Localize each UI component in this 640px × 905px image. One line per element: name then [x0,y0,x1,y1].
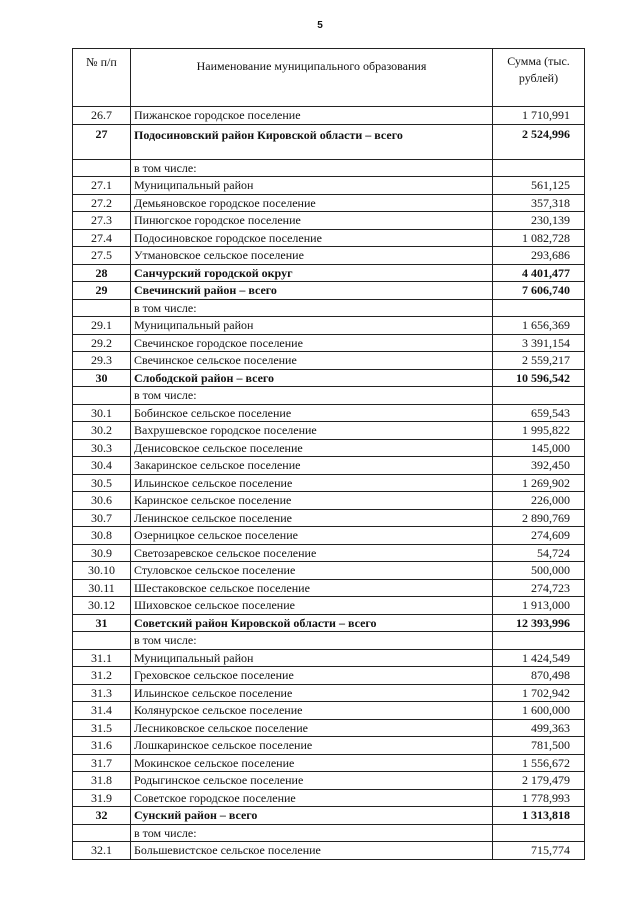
row-name: Шестаковское сельское поселение [131,579,493,597]
row-name: Муниципальный район [131,177,493,195]
table-row [73,334,585,352]
row-sum: 54,724 [493,544,585,562]
row-sum [493,299,585,317]
row-number: 30.10 [73,562,131,580]
row-number: 28 [73,264,131,282]
row-number: 32 [73,807,131,825]
row-sum: 2 179,479 [493,772,585,790]
table-row [73,247,585,265]
row-sum: 659,543 [493,404,585,422]
row-number: 30.4 [73,457,131,475]
row-number: 27.3 [73,212,131,230]
table-row [73,352,585,370]
table-row [73,649,585,667]
row-number [73,632,131,650]
table-row [73,194,585,212]
row-number: 27.4 [73,229,131,247]
table-row [73,509,585,527]
header-sum: Сумма (тыс. рублей) [493,49,585,107]
row-name: в том числе: [131,159,493,177]
row-sum: 1 702,942 [493,684,585,702]
row-name: Бобинское сельское поселение [131,404,493,422]
table-row [73,632,585,650]
row-sum: 1 995,822 [493,422,585,440]
table-row [73,264,585,282]
table-row [73,159,585,177]
row-name: Колянурское сельское поселение [131,702,493,720]
table-row [73,702,585,720]
row-name: Ленинское сельское поселение [131,509,493,527]
row-name: в том числе: [131,299,493,317]
row-sum: 870,498 [493,667,585,685]
table-header-row [73,49,585,107]
row-name: Вахрушевское городское поселение [131,422,493,440]
table-row [73,772,585,790]
table-row [73,492,585,510]
row-name: Греховское сельское поселение [131,667,493,685]
table-row [73,684,585,702]
table-row [73,282,585,300]
table-row [73,212,585,230]
row-sum: 7 606,740 [493,282,585,300]
row-sum: 499,363 [493,719,585,737]
row-number: 27.2 [73,194,131,212]
row-name: Демьяновское городское поселение [131,194,493,212]
table-row [73,737,585,755]
table-row [73,824,585,842]
row-number: 30.12 [73,597,131,615]
row-sum: 1 424,549 [493,649,585,667]
row-number: 31.7 [73,754,131,772]
row-name: Светозаревское сельское поселение [131,544,493,562]
row-sum [493,824,585,842]
row-number: 30.6 [73,492,131,510]
row-number: 30.9 [73,544,131,562]
table-row [73,544,585,562]
row-number [73,824,131,842]
table-row [73,177,585,195]
row-sum: 274,609 [493,527,585,545]
row-name: Пинюгское городское поселение [131,212,493,230]
row-sum [493,632,585,650]
row-name: Закаринское сельское поселение [131,457,493,475]
table-row [73,299,585,317]
row-sum [493,159,585,177]
row-name: Шиховское сельское поселение [131,597,493,615]
row-number [73,387,131,405]
table-row [73,457,585,475]
table-row [73,229,585,247]
table-row [73,597,585,615]
row-sum: 1 600,000 [493,702,585,720]
row-name: Свечинское городское поселение [131,334,493,352]
row-number: 30 [73,369,131,387]
row-sum: 4 401,477 [493,264,585,282]
table-row [73,387,585,405]
row-sum: 1 082,728 [493,229,585,247]
table-row [73,317,585,335]
row-sum: 2 890,769 [493,509,585,527]
table-row [73,789,585,807]
row-sum: 1 913,000 [493,597,585,615]
row-number: 32.1 [73,842,131,860]
table-row [73,754,585,772]
row-sum [493,387,585,405]
row-sum: 1 313,818 [493,807,585,825]
row-number: 29.1 [73,317,131,335]
row-sum: 1 556,672 [493,754,585,772]
row-name: Подосиновское городское поселение [131,229,493,247]
table-row [73,422,585,440]
row-sum: 1 269,902 [493,474,585,492]
row-name: Стуловское сельское поселение [131,562,493,580]
row-name: Пижанское городское поселение [131,107,493,125]
row-number: 31.2 [73,667,131,685]
row-number: 30.5 [73,474,131,492]
row-sum: 561,125 [493,177,585,195]
header-num: № п/п [73,49,131,107]
table-row [73,807,585,825]
row-sum: 357,318 [493,194,585,212]
row-name: Подосиновский район Кировской области – всего [131,124,493,159]
row-sum: 3 391,154 [493,334,585,352]
row-name: Муниципальный район [131,649,493,667]
row-name: в том числе: [131,387,493,405]
table-row [73,562,585,580]
row-name: Лошкаринское сельское поселение [131,737,493,755]
row-name: Свечинское сельское поселение [131,352,493,370]
row-name: Ильинское сельское поселение [131,474,493,492]
municipal-sum-table [72,48,585,860]
row-name: Родыгинское сельское поселение [131,772,493,790]
row-number: 31.4 [73,702,131,720]
table-row [73,667,585,685]
row-number: 30.1 [73,404,131,422]
row-number: 26.7 [73,107,131,125]
table-row [73,439,585,457]
table-row [73,579,585,597]
table-row [73,842,585,860]
table-row [73,107,585,125]
row-number: 27 [73,124,131,159]
row-number: 27.5 [73,247,131,265]
table-row [73,614,585,632]
row-number: 30.11 [73,579,131,597]
row-number: 29.2 [73,334,131,352]
page-number: 5 [317,20,323,31]
row-number: 30.3 [73,439,131,457]
table-row [73,474,585,492]
row-sum: 10 596,542 [493,369,585,387]
row-name: Слободской район – всего [131,369,493,387]
row-name: Большевистское сельское поселение [131,842,493,860]
row-name: Советский район Кировской области – всего [131,614,493,632]
row-sum: 226,000 [493,492,585,510]
row-name: Советское городское поселение [131,789,493,807]
row-name: Ильинское сельское поселение [131,684,493,702]
row-name: в том числе: [131,632,493,650]
row-sum: 781,500 [493,737,585,755]
row-number: 31.8 [73,772,131,790]
row-sum: 1 656,369 [493,317,585,335]
row-sum: 2 524,996 [493,124,585,159]
row-sum: 145,000 [493,439,585,457]
row-number: 31.1 [73,649,131,667]
row-number: 30.7 [73,509,131,527]
row-sum: 715,774 [493,842,585,860]
row-number: 31.3 [73,684,131,702]
row-sum: 230,139 [493,212,585,230]
row-number: 27.1 [73,177,131,195]
row-number: 29 [73,282,131,300]
table-row [73,124,585,159]
table-body [73,107,585,860]
row-sum: 392,450 [493,457,585,475]
row-number: 29.3 [73,352,131,370]
row-name: Свечинский район – всего [131,282,493,300]
table-row [73,404,585,422]
row-name: Лесниковское сельское поселение [131,719,493,737]
row-sum: 274,723 [493,579,585,597]
row-name: Муниципальный район [131,317,493,335]
header-name: Наименование муниципального образования [131,49,493,107]
row-number: 31.5 [73,719,131,737]
row-name: Сунский район – всего [131,807,493,825]
row-sum: 12 393,996 [493,614,585,632]
row-sum: 500,000 [493,562,585,580]
row-sum: 1 778,993 [493,789,585,807]
row-name: Мокинское сельское поселение [131,754,493,772]
row-name: Санчурский городской округ [131,264,493,282]
row-number [73,299,131,317]
row-name: в том числе: [131,824,493,842]
row-number: 31.6 [73,737,131,755]
table-row [73,527,585,545]
row-sum: 293,686 [493,247,585,265]
table-row [73,369,585,387]
row-number: 31 [73,614,131,632]
row-number: 30.8 [73,527,131,545]
row-sum: 2 559,217 [493,352,585,370]
row-number: 30.2 [73,422,131,440]
row-sum: 1 710,991 [493,107,585,125]
row-name: Каринское сельское поселение [131,492,493,510]
row-number: 31.9 [73,789,131,807]
row-name: Денисовское сельское поселение [131,439,493,457]
table-row [73,719,585,737]
row-number [73,159,131,177]
row-name: Озерницкое сельское поселение [131,527,493,545]
row-name: Утмановское сельское поселение [131,247,493,265]
